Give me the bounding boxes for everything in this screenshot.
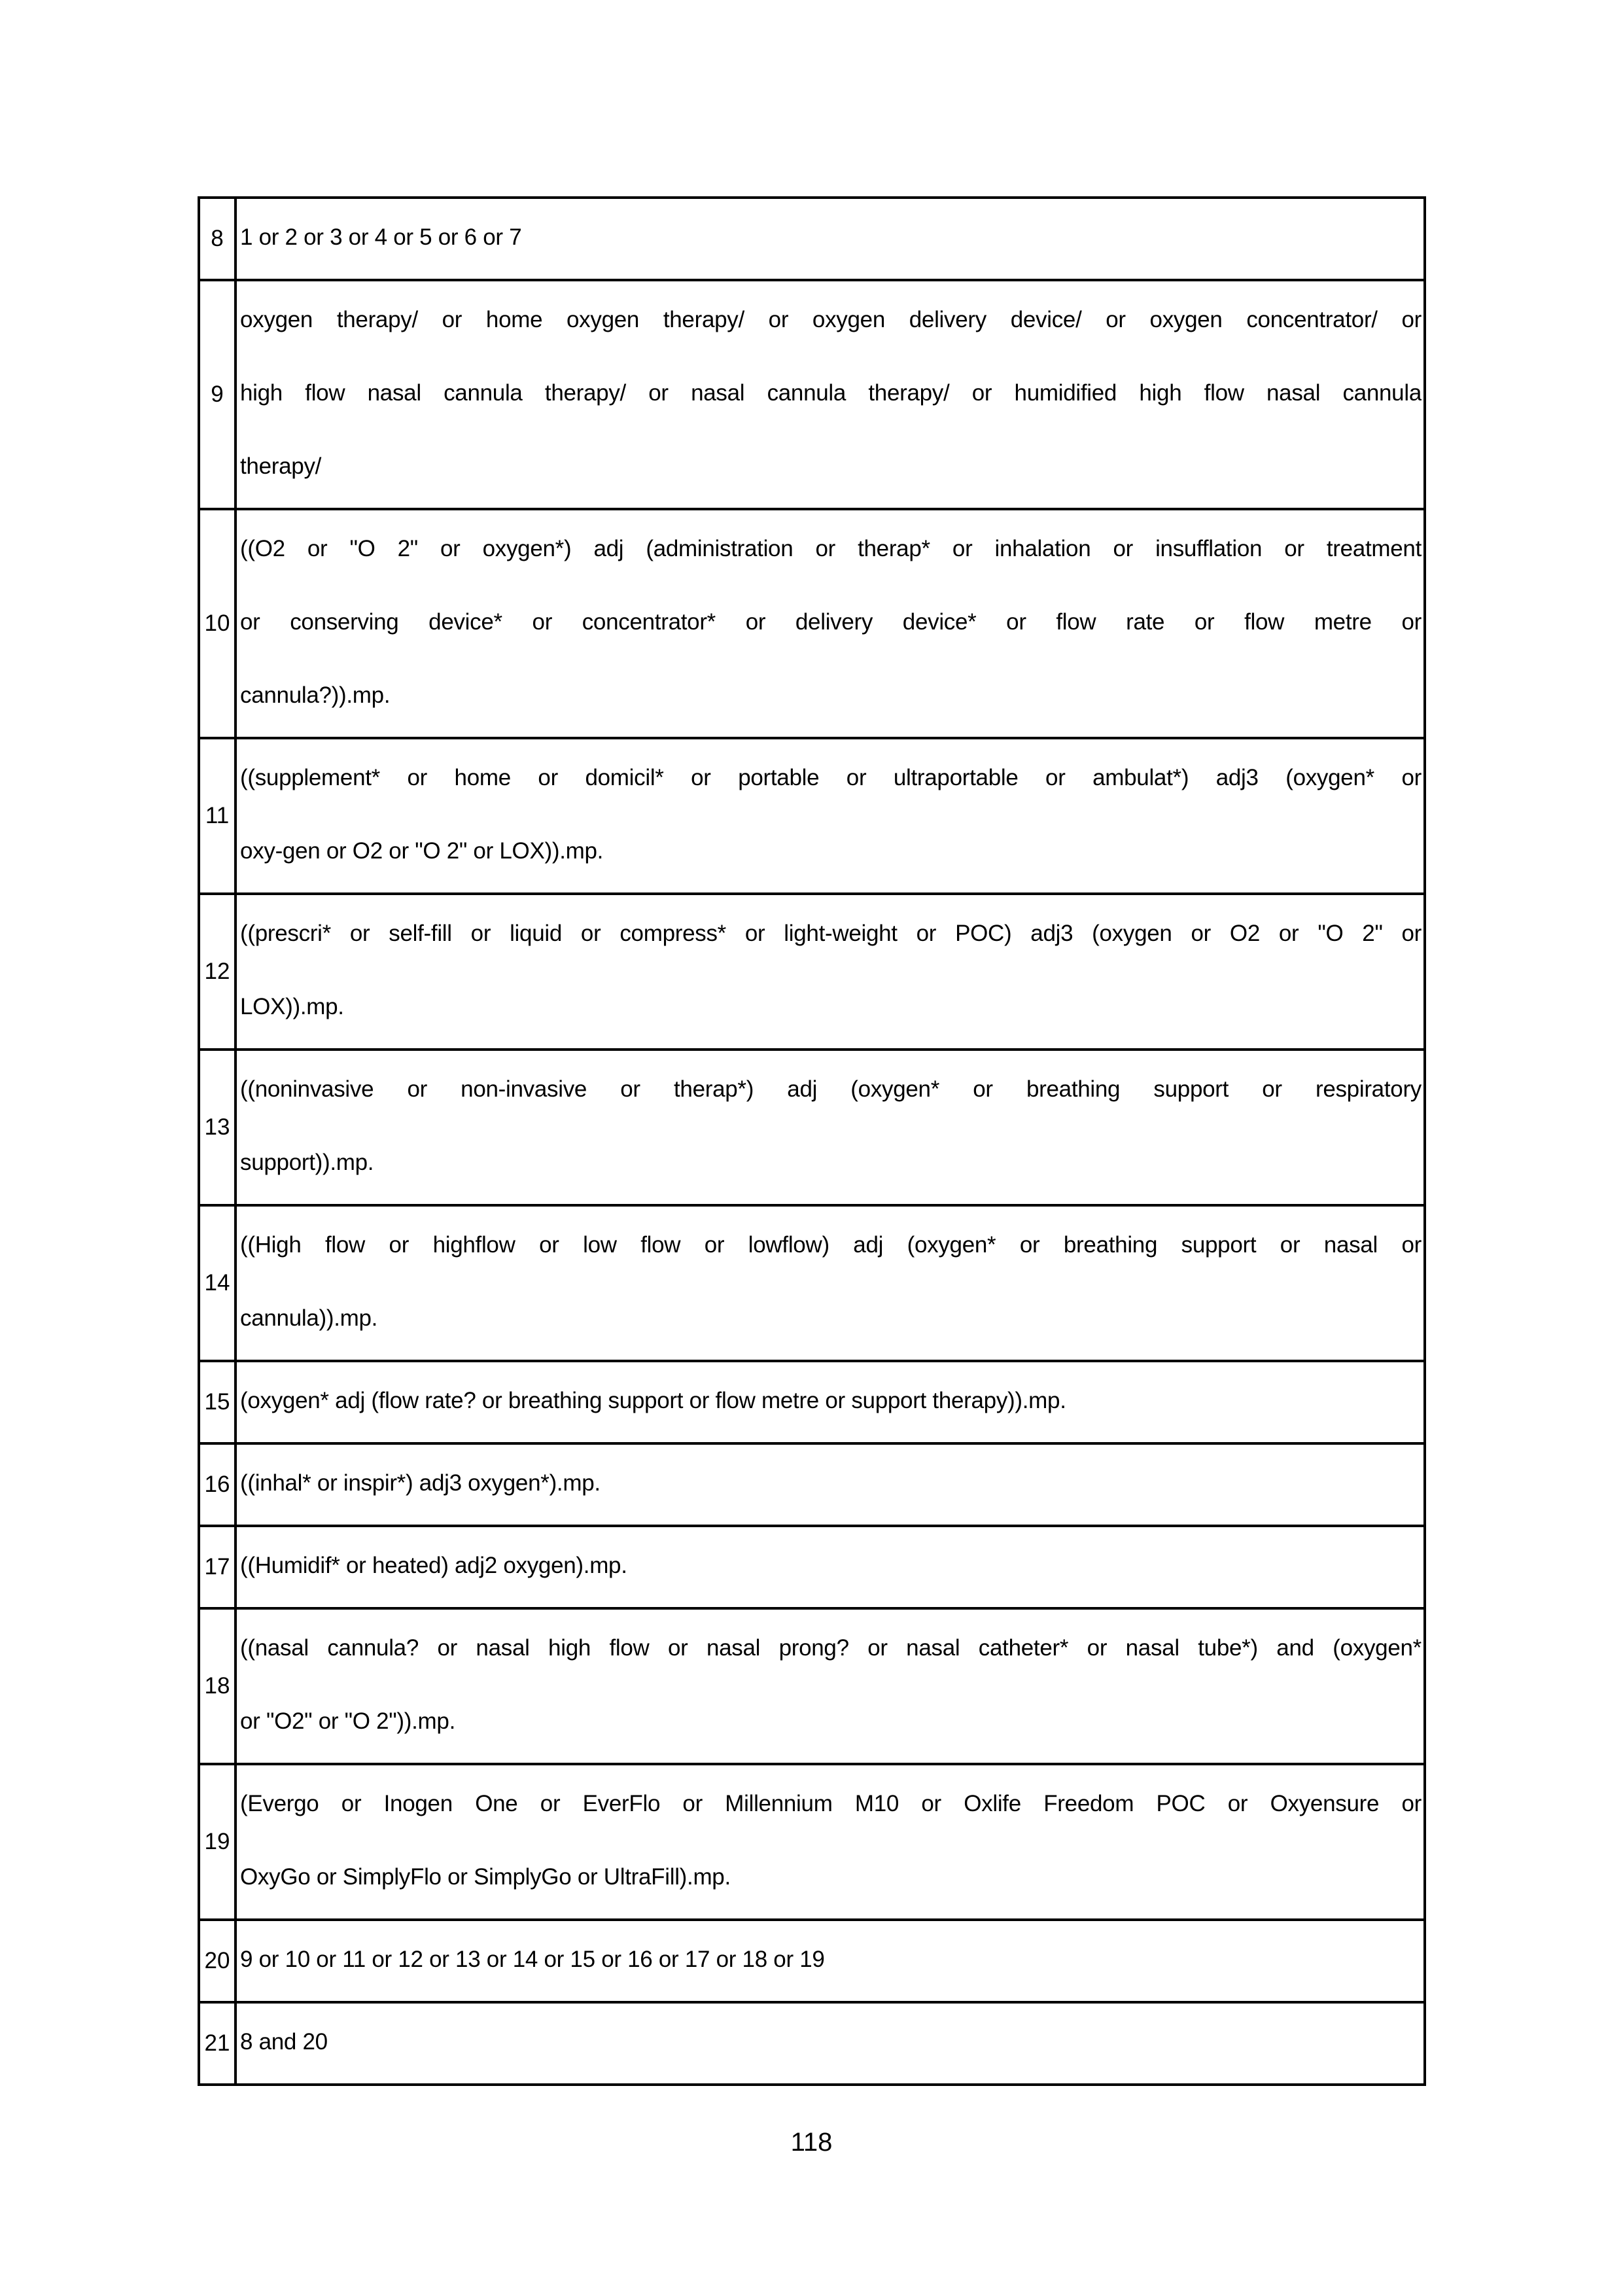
table-row: [199, 1361, 1425, 1443]
row-number: 17: [199, 1526, 236, 1608]
table-body: [199, 198, 1425, 2085]
table-row: [199, 1443, 1425, 1526]
row-query: [236, 280, 1425, 509]
search-strategy-table: [198, 196, 1426, 2086]
row-query: [236, 509, 1425, 738]
table-row: [199, 1050, 1425, 1205]
table-row: [199, 1526, 1425, 1608]
query-line: ((inhal* or inspir*) adj3 oxygen*).mp.: [240, 1470, 601, 1496]
table-row: [199, 198, 1425, 280]
table-row: [199, 1205, 1425, 1361]
query-line: OxyGo or SimplyFlo or SimplyGo or UltraFill).mp.: [240, 1864, 731, 1890]
row-number: 21: [199, 2002, 236, 2085]
table-row: [199, 1608, 1425, 1764]
row-number: 16: [199, 1443, 236, 1526]
row-number: 14: [199, 1205, 236, 1361]
query-line: (Evergo or Inogen One or EverFlo or Millennium M10 or Oxlife Freedom POC or Oxyensure or: [240, 1791, 1422, 1816]
row-number: 10: [199, 509, 236, 738]
table-row: [199, 894, 1425, 1050]
row-query: [236, 198, 1425, 280]
query-line: or conserving device* or concentrator* or delivery device* or flow rate or flow metre or: [240, 609, 1422, 635]
row-query: [236, 1205, 1425, 1361]
query-line: LOX)).mp.: [240, 994, 344, 1019]
row-query: [236, 1764, 1425, 1920]
query-line: ((noninvasive or non-invasive or therap*) adj (oxygen* or breathing support or respiratory: [240, 1076, 1422, 1102]
row-number: 18: [199, 1608, 236, 1764]
table-row: [199, 738, 1425, 894]
table-row: [199, 1920, 1425, 2002]
row-number: 15: [199, 1361, 236, 1443]
query-line: 9 or 10 or 11 or 12 or 13 or 14 or 15 or 16 or 17 or 18 or 19: [240, 1947, 825, 1972]
query-line: ((prescri* or self-fill or liquid or compress* or light-weight or POC) adj3 (oxygen or O2 or "O 2" or: [240, 921, 1422, 946]
table-row: [199, 1764, 1425, 1920]
row-query: [236, 1920, 1425, 2002]
query-line: ((nasal cannula? or nasal high flow or nasal prong? or nasal catheter* or nasal tube*) and (oxygen*: [240, 1635, 1422, 1661]
row-query: [236, 1361, 1425, 1443]
row-number: 11: [199, 738, 236, 894]
query-line: 8 and 20: [240, 2029, 328, 2055]
query-line: therapy/: [240, 453, 322, 479]
query-line: cannula?)).mp.: [240, 682, 391, 708]
row-query: [236, 1050, 1425, 1205]
query-line: oxy-gen or O2 or "O 2" or LOX)).mp.: [240, 838, 604, 864]
row-number: 9: [199, 280, 236, 509]
row-query: [236, 1608, 1425, 1764]
row-number: 19: [199, 1764, 236, 1920]
query-line: support)).mp.: [240, 1150, 374, 1175]
page-number: 118: [790, 2128, 833, 2157]
query-line: (oxygen* adj (flow rate? or breathing support or flow metre or support therapy)).mp.: [240, 1388, 1066, 1413]
query-line: ((O2 or "O 2" or oxygen*) adj (administration or therap* or inhalation or insufflation or treatment: [240, 536, 1422, 561]
row-query: [236, 738, 1425, 894]
query-line: or "O2" or "O 2")).mp.: [240, 1708, 455, 1734]
row-number: 12: [199, 894, 236, 1050]
query-line: high flow nasal cannula therapy/ or nasal cannula therapy/ or humidified high flow nasal cannula: [240, 380, 1422, 406]
row-query: [236, 2002, 1425, 2085]
row-number: 13: [199, 1050, 236, 1205]
row-query: [236, 894, 1425, 1050]
query-line: 1 or 2 or 3 or 4 or 5 or 6 or 7: [240, 224, 522, 250]
row-query: [236, 1526, 1425, 1608]
row-query: [236, 1443, 1425, 1526]
query-line: ((High flow or highflow or low flow or lowflow) adj (oxygen* or breathing support or nasal or: [240, 1232, 1422, 1258]
query-line: oxygen therapy/ or home oxygen therapy/ or oxygen delivery device/ or oxygen concentrator/ or: [240, 307, 1422, 332]
table-row: [199, 2002, 1425, 2085]
row-number: 20: [199, 1920, 236, 2002]
query-line: cannula)).mp.: [240, 1305, 378, 1331]
query-line: ((Humidif* or heated) adj2 oxygen).mp.: [240, 1553, 627, 1578]
table-row: [199, 280, 1425, 509]
row-number: 8: [199, 198, 236, 280]
table-row: [199, 509, 1425, 738]
query-line: ((supplement* or home or domicil* or portable or ultraportable or ambulat*) adj3 (oxygen* or: [240, 765, 1422, 790]
